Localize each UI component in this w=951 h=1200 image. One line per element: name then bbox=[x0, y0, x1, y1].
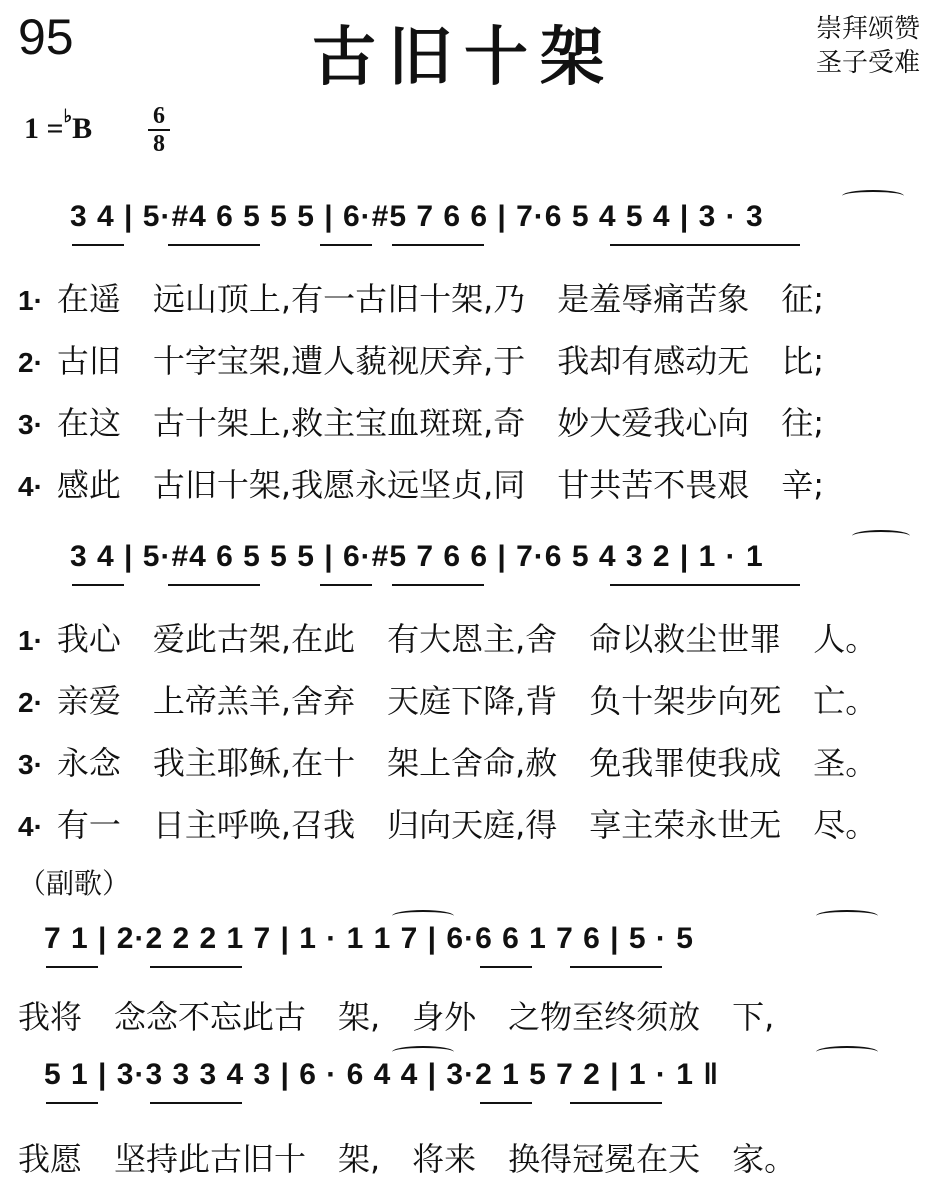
lyric-row: 4· 感此 古旧十架,我愿永远坚贞,同 甘共苦不畏艰 辛; bbox=[18, 466, 825, 504]
lyric-row: 2· 古旧 十字宝架,遭人藐视厌弃,于 我却有感动无 比; bbox=[18, 342, 825, 380]
key-note: B bbox=[72, 112, 93, 145]
time-signature bbox=[148, 104, 170, 156]
lyric-row: 2· 亲爱 上帝羔羊,舍弃 天庭下降,背 负十架步向死 亡。 bbox=[18, 682, 878, 720]
notation-line-2: 3 4 | 5·#4 6 5 5 5 | 6·#5 7 6 6 | 7·6 5 4 3 2 | 1 · 1 bbox=[70, 540, 764, 573]
category-label-2: 圣子受难 bbox=[816, 48, 921, 78]
key-signature bbox=[24, 106, 93, 146]
time-top: 6 bbox=[153, 103, 165, 129]
flat-sign: ♭ bbox=[63, 106, 73, 126]
category-label-1: 崇拜颂赞 bbox=[816, 14, 921, 44]
refrain-lyric-2: 我愿 坚持此古旧十 架, 将来 换得冠冕在天 家。 bbox=[18, 1140, 797, 1178]
hymn-title: 古旧十架 bbox=[312, 20, 616, 95]
lyric-row: 4· 有一 日主呼唤,召我 归向天庭,得 享主荣永世无 尽。 bbox=[18, 806, 878, 844]
lyric-row: 3· 在这 古十架上,救主宝血斑斑,奇 妙大爱我心向 往; bbox=[18, 404, 825, 442]
notation-line-1: 3 4 | 5·#4 6 5 5 5 | 6·#5 7 6 6 | 7·6 5 4 5 4 | 3 · 3 bbox=[70, 200, 764, 233]
time-bottom: 8 bbox=[153, 131, 165, 157]
lyric-row: 3· 永念 我主耶稣,在十 架上舍命,赦 免我罪使我成 圣。 bbox=[18, 744, 878, 782]
refrain-notation-1: 7 1 | 2·2 2 2 1 7 | 1 · 1 1 7 | 6·6 6 1 7 6 | 5 · 5 bbox=[44, 922, 694, 955]
refrain-lyric-1: 我将 念念不忘此古 架, 身外 之物至终须放 下, bbox=[18, 998, 775, 1036]
lyric-row: 1· 在遥 远山顶上,有一古旧十架,乃 是羞辱痛苦象 征; bbox=[18, 280, 825, 318]
lyric-row: 1· 我心 爱此古架,在此 有大恩主,舍 命以救尘世罪 人。 bbox=[18, 620, 878, 658]
key-prefix: 1 = bbox=[24, 112, 64, 145]
refrain-label: （副歌） bbox=[18, 867, 131, 900]
refrain-notation-2: 5 1 | 3·3 3 3 4 3 | 6 · 6 4 4 | 3·2 1 5 7 2 | 1 · 1 ‖ bbox=[44, 1058, 720, 1091]
hymn-number: 95 bbox=[18, 9, 74, 65]
